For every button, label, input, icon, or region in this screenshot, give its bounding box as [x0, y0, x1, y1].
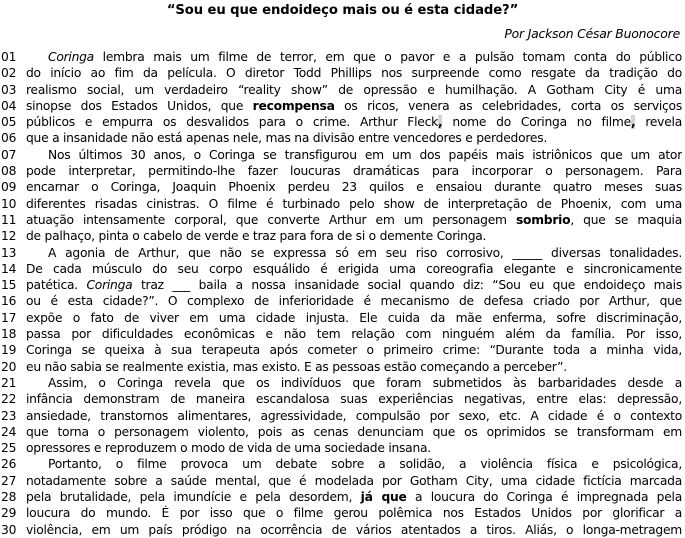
line-number: 25 — [1, 441, 17, 456]
text-segment: atuação intensamente corporal, que converte Arthur em um personagem — [26, 212, 516, 227]
text-line — [0, 277, 685, 293]
line-text — [26, 261, 682, 277]
text-line — [0, 440, 685, 456]
highlighted-comma: , — [630, 115, 636, 130]
line-number: 03 — [1, 82, 17, 97]
text-segment: , que se maquia — [570, 212, 682, 227]
text-segment: opressores e reproduzem o modo de vida de uma sociedade insana. — [26, 441, 431, 456]
text-line — [0, 505, 685, 521]
line-text — [26, 82, 682, 98]
line-text — [26, 147, 682, 163]
text-line — [0, 456, 685, 472]
line-number: 04 — [1, 98, 17, 113]
line-text — [26, 522, 682, 538]
text-line — [0, 489, 685, 505]
line-text — [26, 326, 682, 342]
line-text — [26, 114, 682, 130]
text-segment: a loucura do Coringa é impregnada pela — [406, 490, 682, 505]
text-line — [0, 408, 685, 424]
line-text — [26, 293, 682, 309]
line-number: 12 — [1, 229, 17, 244]
text-line — [0, 522, 685, 538]
line-number: 20 — [1, 359, 17, 374]
line-number: 14 — [1, 261, 17, 276]
text-segment: Assim, o Coringa revela que os indivíduos que foram submetidos às barbaridades desde a — [48, 375, 682, 390]
line-text — [26, 310, 682, 326]
text-segment: loucura do mundo. É por isso que o filme gerou polêmica nos Estados Unidos por glorificar a — [26, 506, 682, 521]
text-segment: Portanto, o filme provoca um debate sobre a solidão, a violência física e psicológica, — [48, 457, 682, 472]
text-line — [0, 65, 685, 81]
line-number: 06 — [1, 131, 17, 146]
line-number: 21 — [1, 375, 17, 390]
line-number: 07 — [1, 147, 17, 162]
text-line — [0, 375, 685, 391]
text-segment: Coringa se queixa à sua terapeuta após cometer o primeiro crime: “Durante toda a minha vida, — [26, 343, 682, 358]
text-segment: De cada músculo do seu corpo esquálido é erigida uma coreografia elegante e sincronicamente — [26, 261, 682, 276]
line-number: 26 — [1, 457, 17, 472]
line-text — [26, 179, 682, 195]
line-number: 08 — [1, 164, 17, 179]
text-line — [0, 245, 685, 261]
text-line — [0, 196, 685, 212]
line-text — [26, 342, 682, 358]
text-segment: do início ao fim da película. O diretor Todd Phillips nos surpreende como resgate da tradição do — [26, 66, 682, 81]
text-segment: Nos últimos 30 anos, o Coringa se transfigurou em um dos papéis mais istriônicos que um ator — [48, 147, 682, 162]
line-number: 15 — [1, 278, 17, 293]
text-segment: traz ___ baila a nossa insanidade social quando diz: “Sou eu que endoideço mais — [132, 278, 682, 293]
text-line — [0, 147, 685, 163]
line-number: 05 — [1, 115, 17, 130]
line-text — [26, 65, 682, 81]
line-text — [26, 196, 682, 212]
text-line — [0, 163, 685, 179]
line-number: 29 — [1, 506, 17, 521]
text-segment: notadamente sobre a saúde mental, que é modelada por Gotham City, uma cidade fictícia marcada — [26, 473, 682, 488]
line-number: 10 — [1, 196, 17, 211]
line-text — [26, 489, 682, 505]
text-line — [0, 179, 685, 195]
line-text — [26, 424, 682, 440]
text-line — [0, 342, 685, 358]
line-number: 16 — [1, 294, 17, 309]
text-line — [0, 49, 685, 65]
article-title: “Sou eu que endoideço mais ou é esta cidade?” — [166, 3, 519, 18]
text-line — [0, 114, 685, 130]
italic-text: Coringa — [86, 278, 133, 293]
text-line — [0, 310, 685, 326]
line-number: 27 — [1, 473, 17, 488]
text-segment: expõe o fato de viver em uma cidade injusta. Ele cuida da mãe enferma, sofre discriminação, — [26, 310, 682, 325]
text-line — [0, 212, 685, 228]
line-text — [26, 245, 682, 261]
line-text — [26, 473, 682, 489]
line-number: 09 — [1, 180, 17, 195]
line-number: 19 — [1, 343, 17, 358]
line-text — [26, 440, 682, 456]
numbered-text-body — [0, 49, 685, 538]
text-segment: realismo social, um verdadeiro “reality show” de opressão e humilhação. A Gotham City é uma — [26, 82, 682, 97]
text-segment: nome do Coringa no filme — [442, 115, 631, 130]
line-text — [26, 277, 682, 293]
line-text — [26, 359, 682, 375]
text-segment: revela — [635, 115, 682, 130]
line-text — [26, 456, 682, 472]
text-segment: ou é esta cidade?”. O complexo de inferioridade é mecanismo de defesa criado por Arthur, que — [26, 294, 682, 309]
line-number: 18 — [1, 327, 17, 342]
text-segment: patética. — [26, 278, 87, 293]
text-segment: de palhaço, pinta o cabelo de verde e traz para fora de si o demente Coringa. — [26, 229, 487, 244]
bold-text: já que — [360, 490, 407, 505]
line-number: 13 — [1, 245, 17, 260]
line-text — [26, 98, 682, 114]
text-segment: diferentes risadas cinistras. O filme é turbinado pelo show de interpretação de Phoenix, com uma — [26, 196, 682, 211]
text-segment: ansiedade, transtornos alimentares, agressividade, compulsão por sexo, etc. A cidade é o contexto — [26, 408, 682, 423]
bold-text: recompensa — [252, 98, 335, 113]
line-number: 11 — [1, 212, 17, 227]
text-line — [0, 391, 685, 407]
line-text — [26, 130, 682, 146]
line-text — [26, 163, 682, 179]
text-line — [0, 359, 685, 375]
line-text — [26, 212, 682, 228]
line-number: 30 — [1, 522, 17, 537]
text-line — [0, 326, 685, 342]
line-number: 28 — [1, 490, 17, 505]
text-segment: A agonia de Arthur, que não se expressa só em seu riso corrosivo, _____ diversas tonalidades. — [48, 245, 682, 260]
text-segment: que a insanidade não está apenas nele, mas na divisão entre vencedores e perdedores. — [26, 131, 548, 146]
text-segment: passa por dificuldades econômicas e não tem relação com ninguém além da família. Por isso, — [26, 327, 682, 342]
text-segment: lembra mais um filme de terror, em que o pavor e a pulsão tomam conta do público — [93, 50, 682, 64]
line-number: 17 — [1, 310, 17, 325]
text-segment: violência, em um país pródigo na ocorrência de vários atentados a tiros. Aliás, o longa-metragem — [26, 522, 682, 537]
highlighted-comma: , — [438, 115, 443, 130]
bold-text: sombrio — [515, 212, 571, 227]
italic-text: Coringa — [48, 50, 94, 64]
line-number: 23 — [1, 408, 17, 423]
text-line — [0, 261, 685, 277]
text-segment: pela brutalidade, pela imundície e pela desordem, — [26, 490, 361, 505]
line-number: 22 — [1, 392, 17, 407]
text-segment: que torna o personagem violento, pois as cenas denunciam que os oprimidos se transformam em — [26, 424, 682, 439]
text-segment: encarnar o Coringa, Joaquin Phoenix perdeu 23 quilos e ensaiou durante quatro meses suas — [26, 180, 682, 195]
text-segment: os ricos, venera as celebridades, corta os serviços — [334, 98, 682, 113]
line-text — [26, 505, 682, 521]
text-line — [0, 82, 685, 98]
line-text — [26, 49, 682, 65]
line-text — [26, 375, 682, 391]
text-line — [0, 98, 685, 114]
text-segment: infância demonstram de maneira escandalosa suas experiências negativas, entre elas: depressão, — [26, 392, 682, 407]
text-line — [0, 293, 685, 309]
line-number: 24 — [1, 424, 17, 439]
text-line — [0, 424, 685, 440]
line-text — [26, 408, 682, 424]
line-number: 01 — [1, 50, 17, 64]
text-line — [0, 130, 685, 146]
text-segment: sinopse dos Estados Unidos, que — [26, 98, 253, 113]
article-author: Por Jackson César Buonocore — [504, 26, 680, 41]
line-text — [26, 228, 682, 244]
line-number: 02 — [1, 66, 17, 81]
text-segment: públicos e empurra os desvalidos para o crime. Arthur Fleck — [26, 115, 438, 130]
line-text — [26, 391, 682, 407]
text-segment: eu não sabia se realmente existia, mas existo. E as pessoas estão começando a perceber”. — [26, 359, 567, 374]
text-line — [0, 228, 685, 244]
text-segment: pode interpretar, permitindo-lhe fazer loucuras dramáticas para incorporar o personagem. Para — [26, 164, 682, 179]
text-line — [0, 473, 685, 489]
